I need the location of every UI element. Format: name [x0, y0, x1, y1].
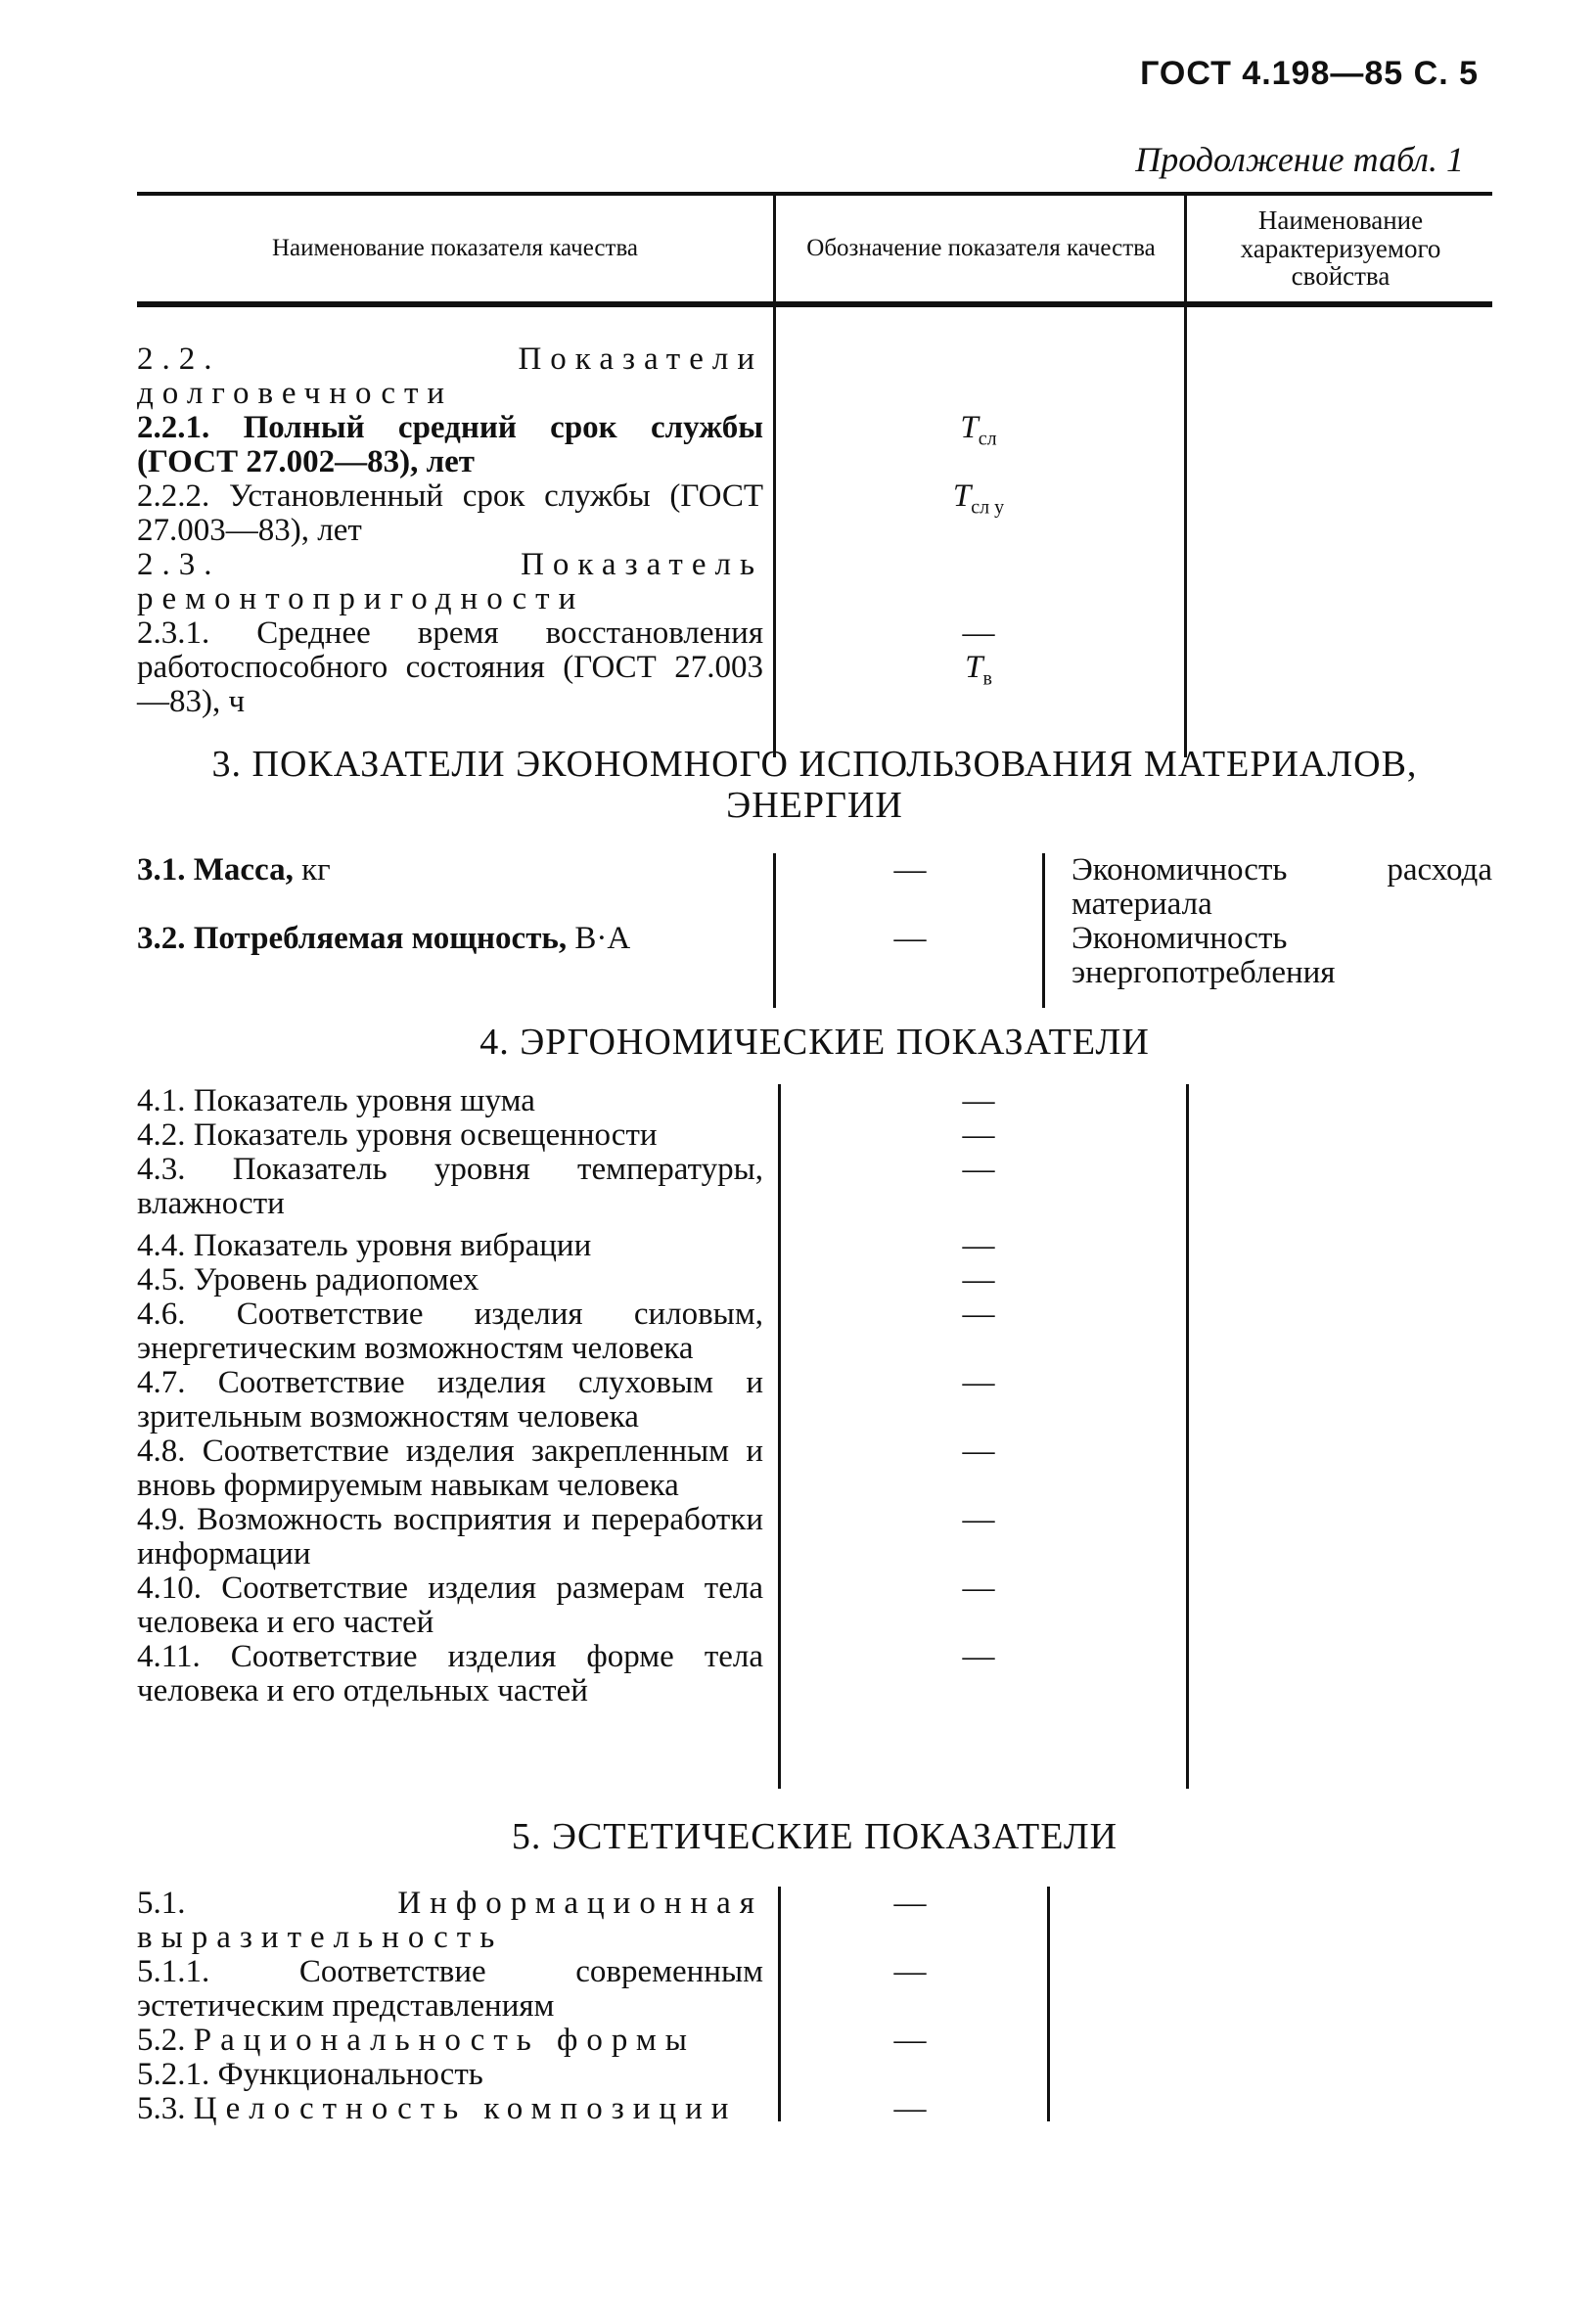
table-row — [137, 1229, 1492, 1263]
table-row — [137, 616, 1492, 719]
table-row — [137, 411, 1492, 479]
indicator-symbol: — — [962, 1262, 995, 1298]
indicator-symbol: — — [962, 1639, 995, 1674]
table-row — [137, 1955, 1492, 2024]
indicator-name: 4.3. Показатель уровня температуры, влажности — [137, 1152, 763, 1221]
table-row — [137, 1887, 1492, 1955]
table-row — [137, 548, 1492, 616]
table-row — [137, 1503, 1492, 1571]
header-divider — [1184, 196, 1187, 301]
indicator-name: 2.2. Показатели долговечности — [137, 341, 763, 411]
indicator-name: 4.2. Показатель уровня освещенности — [137, 1117, 658, 1153]
indicator-name: 4.9. Возможность восприятия и переработки информации — [137, 1502, 763, 1571]
indicator-name: 4.7. Соответствие изделия слуховым и зрительным возможностям человека — [137, 1365, 763, 1434]
indicator-symbol: — — [962, 1571, 995, 1606]
table-continuation-label: Продолжение табл. 1 — [1135, 140, 1464, 179]
table-row — [137, 1640, 1492, 1708]
table-row — [137, 2024, 1492, 2058]
indicator-symbol: — — [962, 1365, 995, 1400]
indicator-name: 2.3.1. Среднее время восстановления работоспособного состояния (ГОСТ 27.003—83), ч — [137, 615, 763, 719]
header-divider — [773, 196, 776, 301]
table-row — [137, 1118, 1492, 1153]
table-row — [137, 342, 1492, 411]
header-designation: Обозначение показателя качества — [806, 234, 1156, 261]
indicator-name: 5.2. Рациональность формы — [137, 2023, 696, 2058]
table-header — [137, 196, 1492, 301]
indicator-name: 4.8. Соответствие изделия закрепленным и вновь формируемым навыкам человека — [137, 1434, 763, 1503]
header-characterized-property: Наименование характеризуемого свойства — [1240, 205, 1441, 292]
indicator-name: 5.1. Информационная выразительность — [137, 1886, 763, 1955]
indicator-symbol: $Т_в$ — [965, 650, 992, 690]
indicator-symbol: $Т_{сл у}$ — [952, 478, 1005, 519]
indicator-symbol: — — [962, 1117, 995, 1153]
table-row — [137, 853, 1492, 922]
indicator-name: 5.2.1. Функциональность — [137, 2057, 483, 2092]
section-2-continuation — [137, 342, 1492, 719]
section-3-title: 3. ПОКАЗАТЕЛИ ЭКОНОМНОГО ИСПОЛЬЗОВАНИЯ МАТЕРИАЛОВ, ЭНЕРГИИ — [211, 744, 1418, 826]
section-5 — [137, 1887, 1492, 2126]
indicator-name: 3.2. Потребляемая мощность, В·А — [137, 921, 631, 956]
table-row — [137, 1153, 1492, 1221]
table-row — [137, 2058, 1492, 2092]
indicator-symbol: — — [893, 852, 927, 888]
header-quality-indicator: Наименование показателя качества — [271, 234, 639, 261]
indicator-name: 4.4. Показатель уровня вибрации — [137, 1228, 592, 1263]
indicator-symbol: $Т_{сл}$ — [960, 410, 997, 450]
table-row — [137, 2092, 1492, 2126]
section-4 — [137, 1084, 1492, 1708]
indicator-symbol: — — [893, 921, 927, 956]
indicator-name: 2.2.1. Полный средний срок службы (ГОСТ 27.002—83), лет — [137, 410, 763, 479]
table-header-bottom-rule — [137, 301, 1492, 307]
table-row — [137, 479, 1492, 548]
indicator-symbol: — — [962, 1297, 995, 1332]
indicator-name: 5.3. Целостность композиции — [137, 2091, 738, 2126]
section-3 — [137, 853, 1492, 990]
indicator-symbol: — — [893, 2091, 927, 2126]
indicator-symbol: — — [962, 1502, 995, 1537]
table-row — [137, 1571, 1492, 1640]
table-row — [137, 922, 1492, 990]
indicator-name: 4.11. Соответствие изделия форме тела человека и его отдельных частей — [137, 1639, 763, 1708]
indicator-name: 2.2.2. Установленный срок службы (ГОСТ 27.003—83), лет — [137, 478, 763, 548]
table-row — [137, 1434, 1492, 1503]
indicator-symbol: — — [962, 1083, 995, 1118]
section-4-title: 4. ЭРГОНОМИЧЕСКИЕ ПОКАЗАТЕЛИ — [479, 1022, 1150, 1063]
indicator-name: 4.5. Уровень радиопомех — [137, 1262, 479, 1298]
characterized-property: Экономичность энергопотребления — [1072, 921, 1336, 990]
indicator-symbol-dash: — — [962, 615, 995, 651]
table-row — [137, 1298, 1492, 1366]
indicator-name: 4.10. Соответствие изделия размерам тела человека и его частей — [137, 1571, 763, 1640]
indicator-symbol: — — [893, 2023, 927, 2058]
indicator-symbol: — — [962, 1152, 995, 1187]
page-header: ГОСТ 4.198—85 С. 5 — [1140, 55, 1479, 92]
indicator-name: 4.1. Показатель уровня шума — [137, 1083, 535, 1118]
table-row — [137, 1263, 1492, 1298]
indicator-name: 2.3. Показатель ремонтопригодности — [137, 547, 763, 616]
indicator-symbol: — — [962, 1434, 995, 1469]
section-5-title: 5. ЭСТЕТИЧЕСКИЕ ПОКАЗАТЕЛИ — [511, 1816, 1118, 1857]
table-row — [137, 1366, 1492, 1434]
characterized-property: Экономичность расхода материала — [1072, 852, 1492, 922]
indicator-symbol: — — [893, 1954, 927, 1989]
indicator-name: 5.1.1. Соответствие современным эстетическим представлениям — [137, 1954, 763, 2024]
indicator-symbol: — — [962, 1228, 995, 1263]
indicator-symbol: — — [893, 1886, 927, 1921]
indicator-name: 3.1. Масса, кг — [137, 852, 331, 888]
table-row — [137, 1084, 1492, 1118]
indicator-name: 4.6. Соответствие изделия силовым, энергетическим возможностям человека — [137, 1297, 763, 1366]
